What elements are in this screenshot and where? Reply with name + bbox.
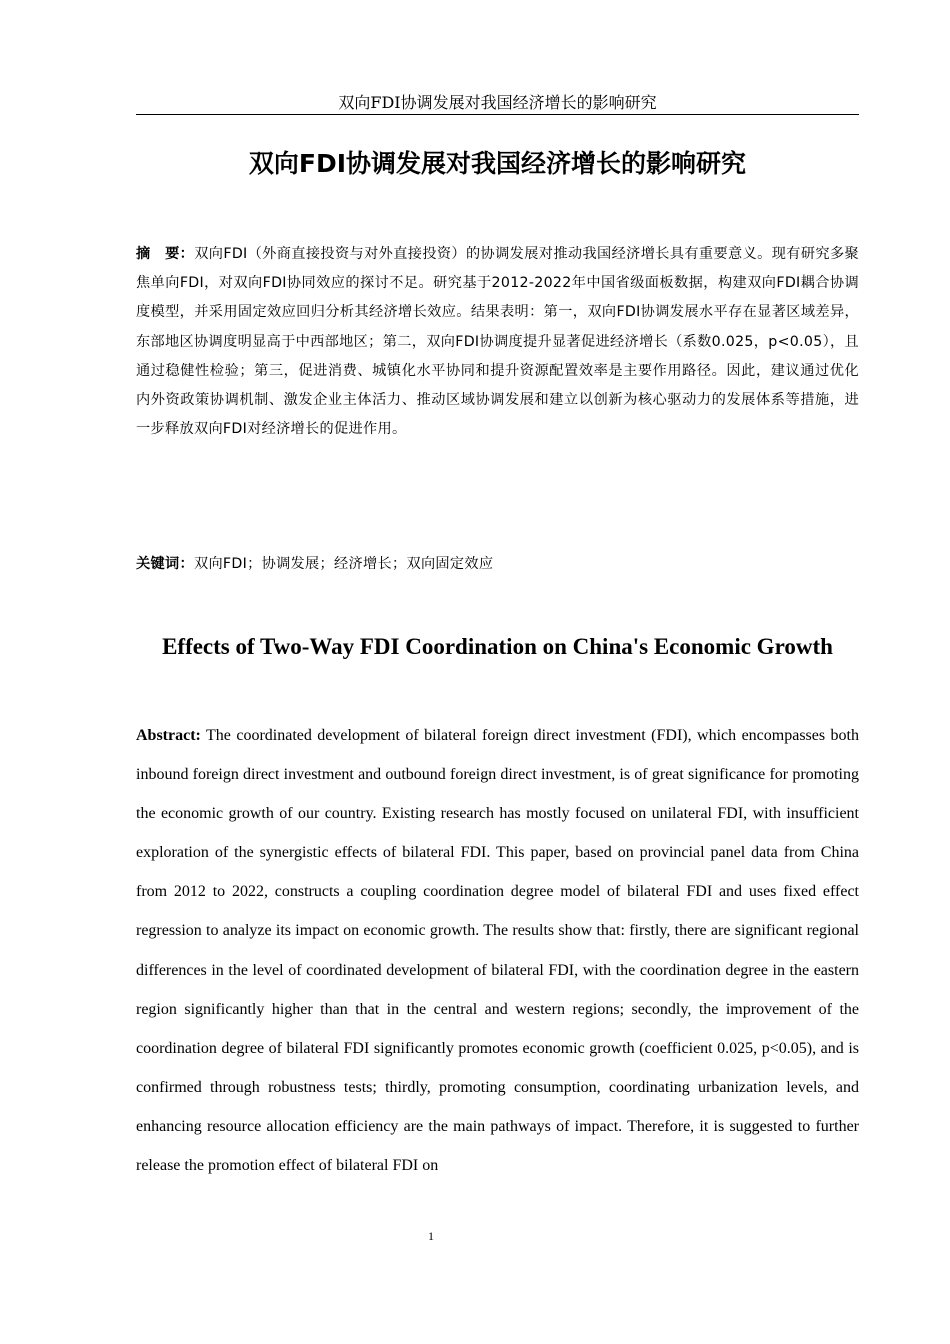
chinese-abstract — [136, 240, 859, 444]
english-abstract-label: Abstract: — [136, 727, 201, 744]
running-header: 双向FDI协调发展对我国经济增长的影响研究 — [338, 93, 657, 112]
chinese-keywords-label: 关键词： — [136, 556, 194, 572]
chinese-abstract-text: 双向FDI（外商直接投资与对外直接投资）的协调发展对推动我国经济增长具有重要意义。现有研究多聚焦单向FDI，对双向FDI协同效应的探讨不足。研究基于2012-2022年中国省级面板数据，构建双向FDI耦合协调度模型，并采用固定效应回归分析其经济增长效应。结果表明：第一，双向FDI协调发展水平存在显著区域差异，东部地区协调度明显高于中西部地区；第二，双向FDI协调度提升显著促进经济增长（系数0.025，p<0.05），且通过稳健性检验；第三，促进消费、城镇化水平协同和提升资源配置效率是主要作用路径。因此，建议通过优化内外资政策协调机制、激发企业主体活力、推动区域协调发展和建立以创新为核心驱动力的发展体系等措施，进一步释放双向FDI对经济增长的促进作用。 — [136, 246, 860, 438]
english-abstract — [136, 716, 859, 1185]
page-number: 1 — [428, 1229, 434, 1243]
chinese-keywords-text: 双向FDI；协调发展；经济增长；双向固定效应 — [193, 556, 494, 572]
english-abstract-text: The coordinated development of bilateral foreign direct investment (FDI), which encompasses both inbound foreign direct investment and outbound foreign direct investment, is of great significance for promoting the economic growth of our country. Existing research has mostly focused on unilateral FDI, with insufficient exploration of the synergistic effects of bilateral FDI. This paper, based on provincial panel data from China from 2012 to 2022, constructs a coupling coordination degree model of bilateral FDI and uses fixed effect regression to analyze its impact on economic growth. The results show that: firstly, there are significant regional differences in the level of coordinated development of bilateral FDI, with the coordination degree in the eastern region significantly higher than that in the central and western regions; secondly, the improvement of the coordination degree of bilateral FDI significantly promotes economic growth (coefficient 0.025, p<0.05), and is confirmed through robustness tests; thirdly, promoting consumption, coordinating urbanization levels, and enhancing resource allocation efficiency are the main pathways of impact. Therefore, it is suggested to further release the promotion effect of bilateral FDI on — [136, 727, 859, 1175]
chinese-abstract-label: 摘 要： — [136, 246, 195, 262]
chinese-title: 双向FDI协调发展对我国经济增长的影响研究 — [248, 149, 747, 178]
header-rule — [136, 114, 859, 115]
chinese-keywords — [136, 550, 859, 578]
english-title: Effects of Two-Way FDI Coordination on China's Economic Growth — [162, 634, 833, 659]
